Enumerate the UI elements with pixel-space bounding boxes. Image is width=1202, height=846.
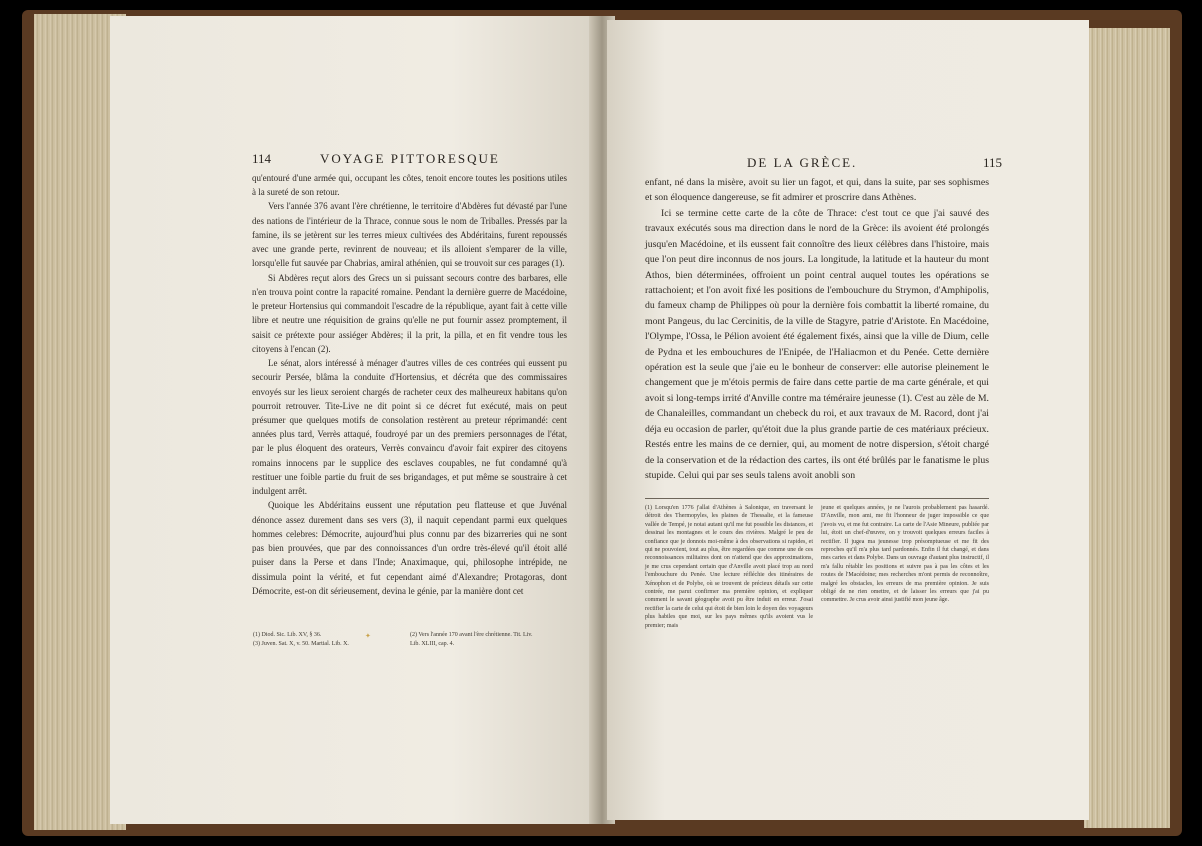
body-text [252, 171, 567, 598]
body-text [645, 175, 989, 483]
paragraph: Si Abdères reçut alors des Grecs un si puissant secours contre des barbares, elle n'en trouva point contre la rapacité romaine. Pendant la dernière guerre de Macédoine, le preteur Hortensius qui commandoit l'escadre de la république, ayant fait à cette ville libre et neutre une réquisition de grains qu'elle ne put fournir assez promptement, il saisit ce prétexte pour assiéger Abdères; il la prit, la pilla, et en fit vendre tous les citoyens à l'encan (2). [252, 272, 567, 354]
footnote-divider [645, 498, 989, 499]
footnote-column: (1) Lorsqu'en 1776 j'allai d'Athènes à Salonique, en traversant le détroit des Thermopyles, les plaines de Thessalie, et la fameuse vallée de Tempé, je notai autant qu'il me fut possible les distances, et dessinai les montagnes et le cours des rivières. Malgré le peu de confiance que je donnois moi-même à des observations si rapides, et qui ne pouvoient, tout au plus, être regardées que comme une de ces reconnoissances militaires dont on n'attend que des approximations, je me crus cependant certain que d'Anville avoit placé trop au nord l'embouchure du Penée. Une lecture réfléchie des itinéraires de Xénophon et de Polybe, où se trouvent de précieux détails sur cette contrée, me parut confirmer ma première opinion, et expliquer comment le savant géographe avoit pu être induit en erreur. J'osai rectifier la carte de celui qui étoit de bien loin le doyen des voyageurs plus habiles que moi, sur les pays mêmes qu'ils avoient vus le premier; mais [645, 505, 813, 629]
running-head: DE LA GRÈCE. [747, 155, 858, 170]
footnote: (3) Juven. Sat. X, v. 50. Martial. Lib. X. [253, 641, 349, 647]
paragraph: Le sénat, alors intéressé à ménager d'autres villes de ces contrées qui eussent pu secourir Persée, blâma la conduite d'Hortensius, et décréta que des commissaires envoyés sur les lieux seroient chargés de racheter ceux des malheureux habitans qu'on pourroit retrouver. Tite-Live ne dit point si ce décret fut exécuté, mais on peut présumer que quelques motifs de consolation restèrent au preteur réprimandé: cent années plus tard, Verrès attaqué, foudroyé par un des premiers personnages de l'état, par le plus éloquent des orateurs, Verrès convaincu d'avoir fait expirer des citoyens romains innocens par le supplice des esclaves coupables, ne fut condamné qu'à restituer une foible partie du fruit de ses brigandages, et put même se soustraire à cet indulgent arrêt. [252, 358, 567, 497]
paragraph: enfant, né dans la misère, avoit su lier un fagot, et qui, dans la suite, par ses sophismes et son éloquence dangereuse, se fit admirer et proscrire dans Athènes. [645, 177, 989, 204]
ink-mark-icon: ✦ [365, 632, 371, 640]
running-head: VOYAGE PITTORESQUE [320, 151, 500, 166]
open-book [22, 8, 1182, 838]
page-number: 115 [983, 155, 1003, 170]
paragraph: Ici se termine cette carte de la côte de Thrace: c'est tout ce que j'ai sauvé des travaux exécutés sous ma direction dans le nord de la Grèce: ils avoient été prolongés jusqu'en Macédoine, et ils eussent fait connoître des lieux célèbres dans l'histoire, mais que l'on peut dire inconnus de nos jours. La longitude, la latitude et la hauteur du mont Athos, bien déterminées, offroient un point central auquel toutes les opérations se rattachoient; et l'on avoit fixé les positions de l'embouchure du Strymon, d'Amphipolis, du fameux champ de Philippes où pour la dernière fois combattit la liberté romaine, du mont Pangeus, du lac Cercinitis, de la ville de Stagyre, patrie d'Aristote. En Macédoine, l'Olympe, l'Ossa, le Pélion avoient été également fixés, ainsi que la ville de Dium, celle de Pydna et les embouchures de l'Enipée, de l'Haliacmon et du Penée. Cette dernière opération est la seule que j'aie eu le bonheur de conserver: elle autorise pleinement le changement que je m'étois permis de faire dans cette partie de ma carte générale, et qui avoit si long-temps irrité d'Anville contre ma téméraire jeunesse (1). C'est au zèle de M. de Chanaleilles, commandant un chebeck du roi, et aux travaux de M. Racord, dont j'ai déja eu occasion de parler, qu'étoit due la plus grande partie de ces matériaux précieux. Restés entre les mains de ce dernier, qui, au moment de notre dispersion, s'étoit chargé de la conservation et de la rédaction des cartes, ils ont été brûlés par le fanatisme le plus stupide. Celui qui par ses seuls talens avoit anobli son [645, 207, 989, 482]
paragraph: Vers l'année 376 avant l'ère chrétienne, le territoire d'Abdères fut dévasté par l'une des nations de l'intérieur de la Thrace, connue sous le nom de Triballes. Pressés par la famine, ils se jetèrent sur les terres mieux cultivées des Abdéritains, furent repoussés avec une grande perte, revinrent de nouveau; et ils alloient s'emparer de la ville, lorsqu'elle fut sauvée par Chabrias, amiral athénien, qui se trouvoit sur ces parages (1). [252, 201, 567, 269]
footnote: Lib. XLIII, cap. 4. [410, 641, 455, 647]
footnote: (1) Diod. Sic. Lib. XV, § 36. [253, 632, 322, 638]
footnotes-right [410, 631, 570, 649]
paragraph: Quoique les Abdéritains eussent une réputation peu flatteuse et que Juvénal dénonce assez durement dans ses vers (3), il naquit cependant parmi eux quelques hommes celebres: Démocrite, aujourd'hui plus connu par des bizarreries qui ne sont pas bien prouvées, que par des connoissances d'un ordre très-élevé qu'il étoit allé puiser dans la Perse et dans l'Inde; Anaximaque, qui, philosophe intrépide, ne dissimula point la vérité, et fut cependant aimé d'Alexandre; Protagoras, dont Démocrite, est-on dit sérieusement, devina le génie, par la manière dont cet [252, 500, 567, 596]
right-page-edges [1084, 28, 1170, 828]
left-page [110, 16, 597, 824]
footnote: (2) Vers l'année 170 avant l'ère chrétienne. Tit. Liv. [410, 632, 533, 638]
footnotes-left [253, 631, 403, 649]
footnote-column: jeune et quelques années, je ne l'aurois probablement pas hasardé. D'Anville, mon ami, me fit l'honneur de juger impossible ce que j'avois vu, et me fut contraire. La carte de l'Asie Mineure, publiée par lui, étoit un chef-d'œuvre, on y trouvoit quelques erreurs faciles à rectifier. Il jugea ma jeunesse trop présomptueuse et me fit des reproches qu'il m'a plus tard pardonnés. Enfin il fut changé, et dans mes cartes et dans Polybe. Dans un ouvrage d'autant plus instructif, il m'a fallu rétablir les positions et suivre pas à pas les côtes et les routes de l'Macédoine; mes recherches m'ont permis de reconnoître, malgré les obstacles, les erreurs de ma première opinion. Je suis obligé de ne rien omettre, et de laisser les erreurs que j'ai pu commettre. Je crus avoir ainsi justifié mon jeune âge. [821, 505, 989, 604]
page-number: 114 [252, 151, 272, 166]
right-page [607, 20, 1089, 820]
paragraph: qu'entouré d'une armée qui, occupant les côtes, tenoit encore toutes les positions utiles à la sureté de son retour. [252, 173, 567, 198]
